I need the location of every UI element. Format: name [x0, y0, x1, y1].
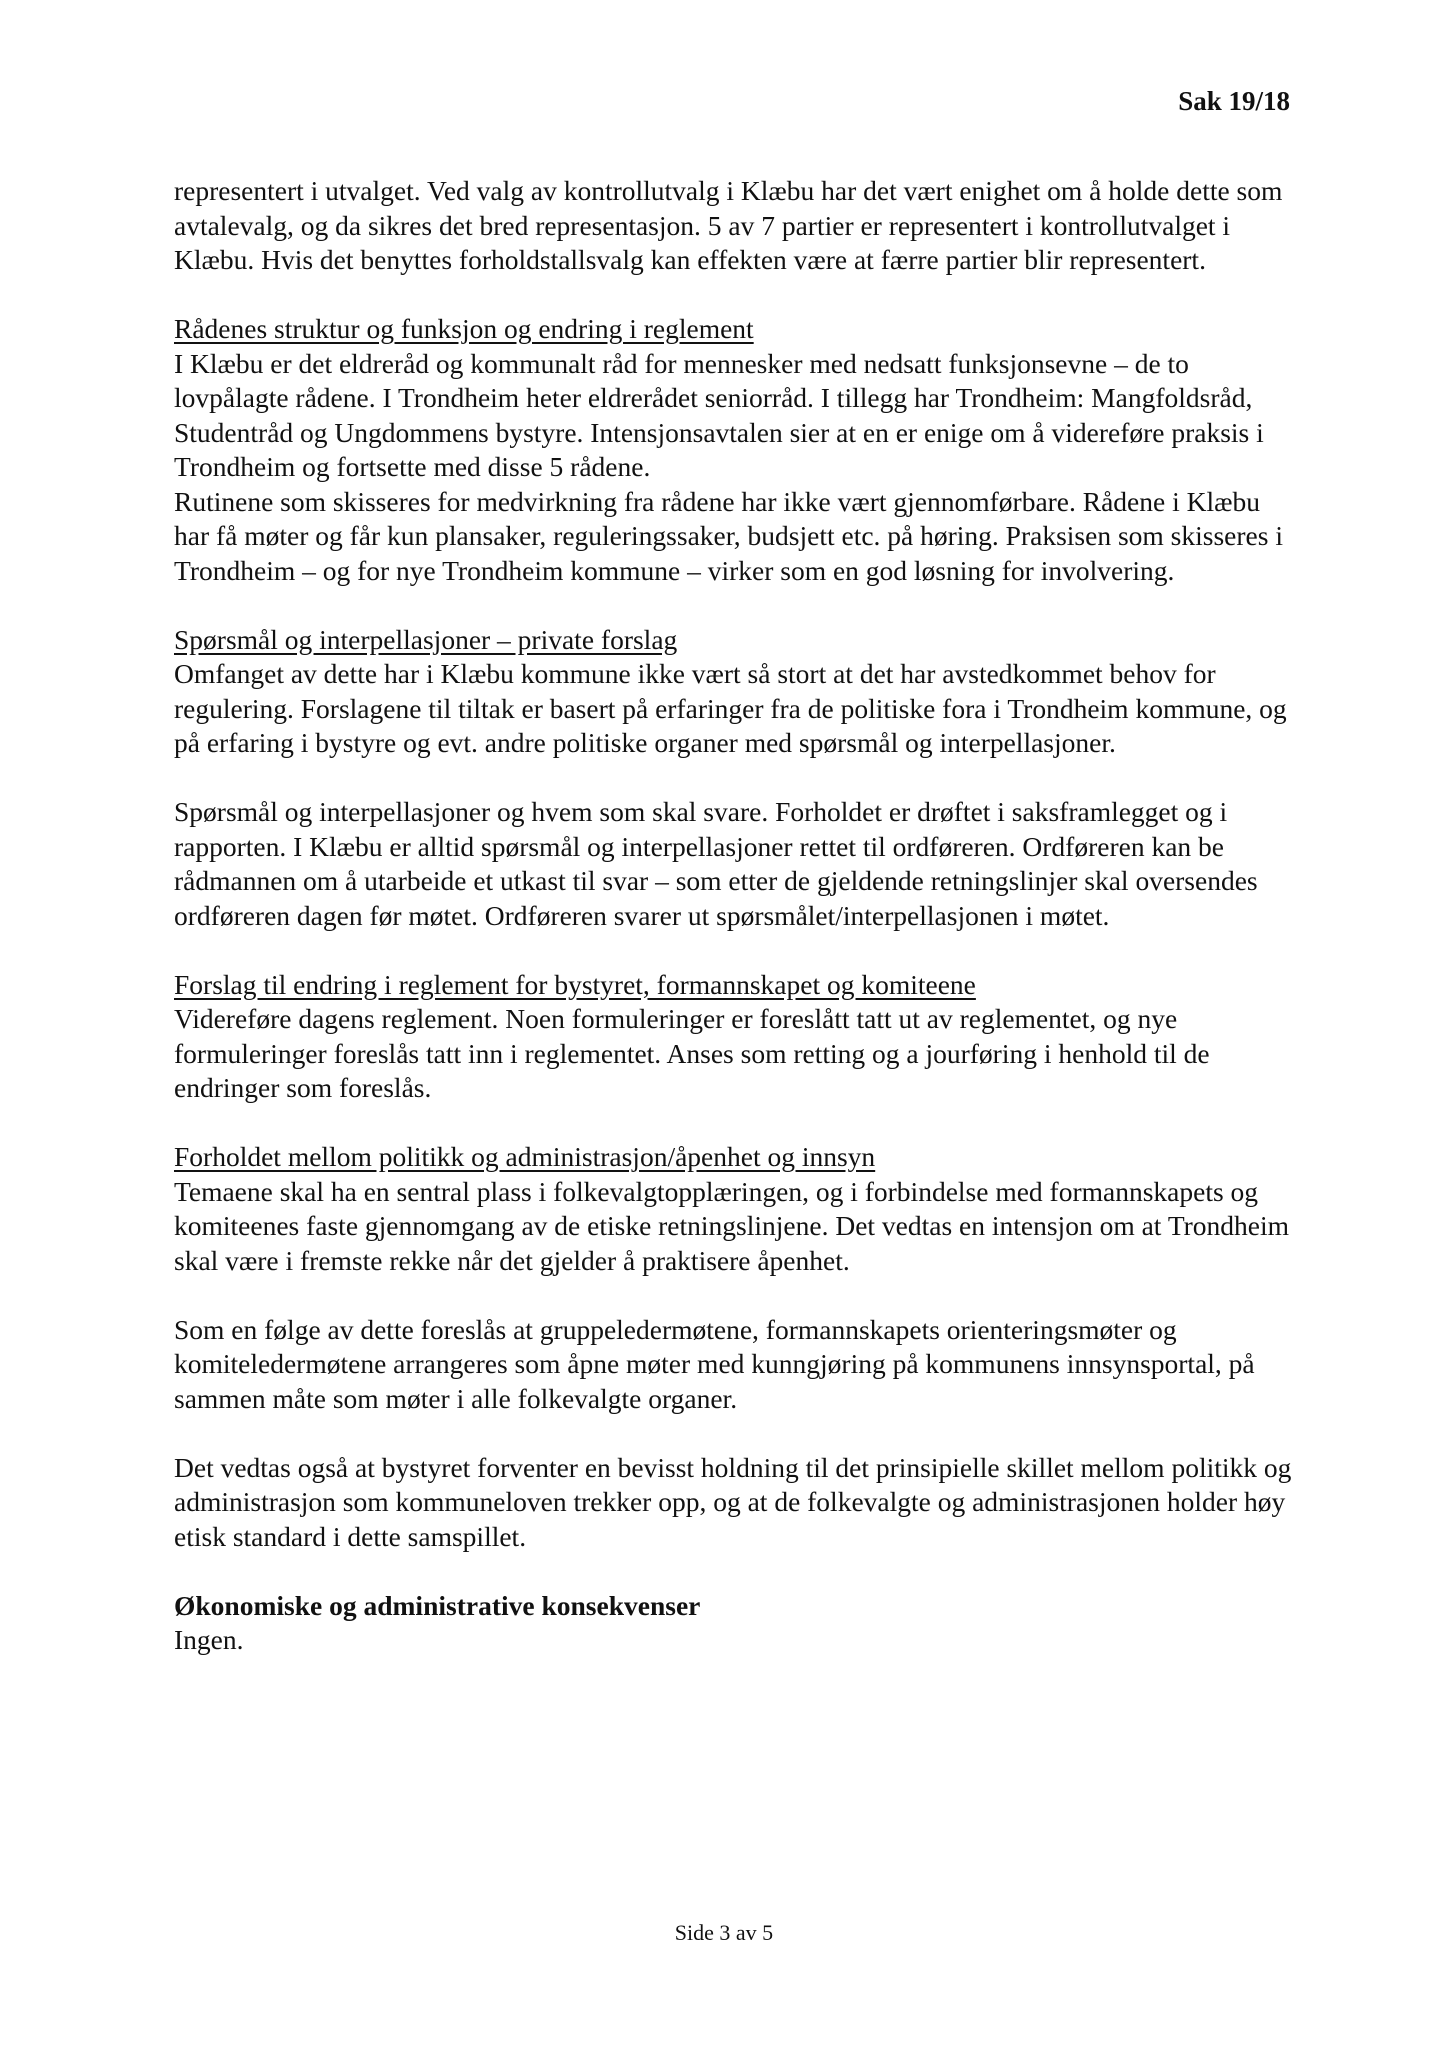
paragraph: Det vedtas også at bystyret forventer en bevisst holdning til det prinsipielle skillet mellom politikk og administrasjon som kommuneloven trekker opp, og at de folkevalgte og administrasjonen holder høy etisk standard i dette samspillet. [174, 1451, 1292, 1552]
page-number: Side 3 av 5 [674, 1920, 774, 1945]
section-forslag [174, 968, 1298, 1106]
section-heading-bold: Økonomiske og administrative konsekvenser [174, 1589, 701, 1621]
section-forholdet [174, 1140, 1298, 1554]
paragraph: I Klæbu er det eldreråd og kommunalt råd for mennesker med nedsatt funksjonsevne – de to lovpålagte rådene. I Trondheim heter eldrerådet seniorråd. I tillegg har Trondheim: Mangfoldsråd, Studentråd og Ungdommens bystyre. Intensjonsavtalen sier at en er enige om å videreføre praksis i Trondheim og fortsette med disse 5 rådene. [174, 347, 1264, 482]
section-raadenes [174, 312, 1298, 588]
section-heading: Spørsmål og interpellasjoner – private forslag [174, 623, 678, 655]
section-okonomi [174, 1589, 1298, 1658]
section-heading: Forholdet mellom politikk og administrasjon/åpenhet og innsyn [174, 1141, 876, 1172]
paragraph: Rutinene som skisseres for medvirkning fra rådene har ikke vært gjennomførbare. Rådene i Klæbu har få møter og får kun plansaker, reguleringssaker, budsjett etc. på høring. Praksisen som skisseres i Trondheim – og for nye Trondheim kommune – virker som en god løsning for involvering. [174, 485, 1283, 586]
paragraph: Spørsmål og interpellasjoner og hvem som skal svare. Forholdet er drøftet i saksframlegget og i rapporten. I Klæbu er alltid spørsmål og interpellasjoner rettet til ordføreren. Ordføreren kan be rådmannen om å utarbeide et utkast til svar – som etter de gjeldende retningslinjer skal oversendes ordføreren dagen før møtet. Ordføreren svarer ut spørsmålet/interpellasjonen i møtet. [174, 796, 1258, 931]
section-heading: Rådenes struktur og funksjon og endring i reglement [174, 313, 754, 344]
section-heading: Forslag til endring i reglement for bystyret, formannskapet og komiteene [174, 968, 976, 1000]
section-sporsmal [174, 623, 1298, 934]
document-body [174, 174, 1298, 1658]
intro-paragraph: representert i utvalget. Ved valg av kontrollutvalg i Klæbu har det vært enighet om å holde dette som avtalevalg, og da sikres det bred representasjon. 5 av 7 partier er representert i kontrollutvalget i Klæbu. Hvis det benyttes forholdstallsvalg kan effekten være at færre partier blir representert. [174, 175, 1283, 275]
case-reference: Sak 19/18 [1178, 86, 1290, 116]
paragraph: Videreføre dagens reglement. Noen formuleringer er foreslått tatt ut av reglementet, og nye formuleringer foreslås tatt inn i reglementet. Anses som retting og a jourføring i henhold til de endringer som foreslås. [174, 1003, 1210, 1103]
paragraph: Temaene skal ha en sentral plass i folkevalgtopplæringen, og i forbindelse med formannskapets og komiteenes faste gjennomgang av de etiske retningslinjene. Det vedtas en intensjon om at Trondheim skal være i fremste rekke når det gjelder å praktisere åpenhet. [174, 1175, 1290, 1276]
paragraph: Omfanget av dette har i Klæbu kommune ikke vært så stort at det har avstedkommet behov for regulering. Forslagene til tiltak er basert på erfaringer fra de politiske fora i Trondheim kommune, og på erfaring i bystyre og evt. andre politiske organer med spørsmål og interpellasjoner. [174, 658, 1287, 758]
paragraph: Som en følge av dette foreslås at gruppeledermøtene, formannskapets orienteringsmøter og komiteledermøtene arrangeres som åpne møter med kunngjøring på kommunens innsynsportal, på sammen måte som møter i alle folkevalgte organer. [174, 1313, 1255, 1414]
paragraph: Ingen. [174, 1624, 244, 1655]
